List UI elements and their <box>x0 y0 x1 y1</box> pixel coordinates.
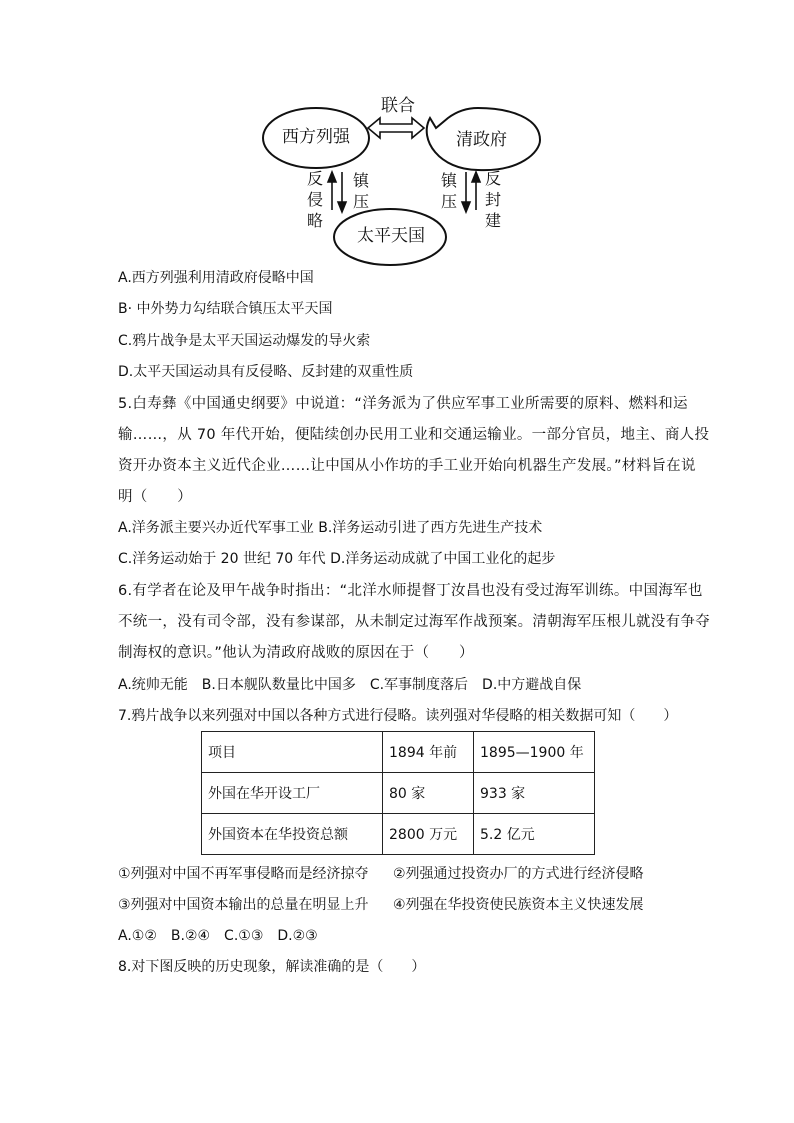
table-row <box>202 773 595 814</box>
q5-options-cd: C.洋务运动始于 20 世纪 70 年代 D.洋务运动成就了中国工业化的起步 <box>118 551 556 567</box>
right-down-label: 镇压 <box>440 171 457 211</box>
q7-item-3: ③列强对中国资本输出的总量在明显上升 <box>118 897 369 913</box>
q7-options: A.①② B.②④ C.①③ D.②③ <box>118 928 318 944</box>
table-cell: 外国资本在华投资总额 <box>202 814 383 855</box>
q7-item-4: ④列强在华投资使民族资本主义快速发展 <box>393 897 644 913</box>
q7-stem: 7.鸦片战争以来列强对中国以各种方式进行侵略。读列强对华侵略的相关数据可知（ ） <box>118 708 678 724</box>
q6-line-3: 制海权的意识。”他认为清政府战败的原因在于（ ） <box>118 645 474 661</box>
table-cell: 80 家 <box>383 773 474 814</box>
lianhe-label: 联合 <box>381 96 415 116</box>
q6-stem <box>118 576 710 669</box>
q5-line-2: 输……，从 70 年代开始，便陆续创办民用工业和交通运输业。一部分官员，地主、商人投 <box>118 427 710 443</box>
table-header-cell: 1895—1900 年 <box>474 732 595 773</box>
q5-options-ab: A.洋务派主要兴办近代军事工业 B.洋务运动引进了西方先进生产技术 <box>118 520 543 536</box>
left-down-label: 镇压 <box>352 171 369 211</box>
q4-option-d: D.太平天国运动具有反侵略、反封建的双重性质 <box>118 364 414 380</box>
table-header-row <box>202 732 595 773</box>
q4-option-c: C.鸦片战争是太平天国运动爆发的导火索 <box>118 333 371 349</box>
qing-label: 清政府 <box>456 130 507 150</box>
q6-line-2: 不统一，没有司令部，没有参谋部，从未制定过海军作战预案。清朝海军压根儿就没有争夺 <box>118 614 710 630</box>
right-up-label: 反封建 <box>484 169 501 230</box>
lianhe-double-arrow-icon <box>368 118 424 138</box>
table-cell: 2800 万元 <box>383 814 474 855</box>
q5-line-4: 明（ ） <box>118 489 192 505</box>
table-cell: 外国在华开设工厂 <box>202 773 383 814</box>
q6-options: A.统帅无能 B.日本舰队数量比中国多 C.军事制度落后 D.中方避战自保 <box>118 677 582 693</box>
q7-item-2: ②列强通过投资办厂的方式进行经济侵略 <box>393 866 644 882</box>
right-arrows-icon <box>462 172 480 212</box>
q4-option-a: A.西方列强利用清政府侵略中国 <box>118 270 314 286</box>
q6-line-1: 6.有学者在论及甲午战争时指出：“北洋水师提督丁汝昌也没有受过海军训练。中国海军也 <box>118 583 703 599</box>
left-arrows-icon <box>328 172 346 212</box>
taiping-label: 太平天国 <box>357 226 425 246</box>
relationship-diagram <box>0 0 794 270</box>
q5-stem <box>118 389 710 513</box>
q4-option-b: B· 中外势力勾结联合镇压太平天国 <box>118 301 333 317</box>
table-cell: 5.2 亿元 <box>474 814 595 855</box>
table-header-cell: 1894 年前 <box>383 732 474 773</box>
q5-line-3: 资开办资本主义近代企业……让中国从小作坊的手工业开始向机器生产发展。”材料旨在说 <box>118 458 696 474</box>
table-header-cell: 项目 <box>202 732 383 773</box>
q8-stem: 8.对下图反映的历史现象，解读准确的是（ ） <box>118 959 426 975</box>
q7-data-table <box>201 731 595 855</box>
q7-item-1: ①列强对中国不再军事侵略而是经济掠夺 <box>118 866 369 882</box>
table-row <box>202 814 595 855</box>
west-label: 西方列强 <box>282 127 350 147</box>
q5-line-1: 5.白寿彝《中国通史纲要》中说道：“洋务派为了供应军事工业所需要的原料、燃料和运 <box>118 396 688 412</box>
table-cell: 933 家 <box>474 773 595 814</box>
left-up-label: 反侵略 <box>306 169 323 230</box>
